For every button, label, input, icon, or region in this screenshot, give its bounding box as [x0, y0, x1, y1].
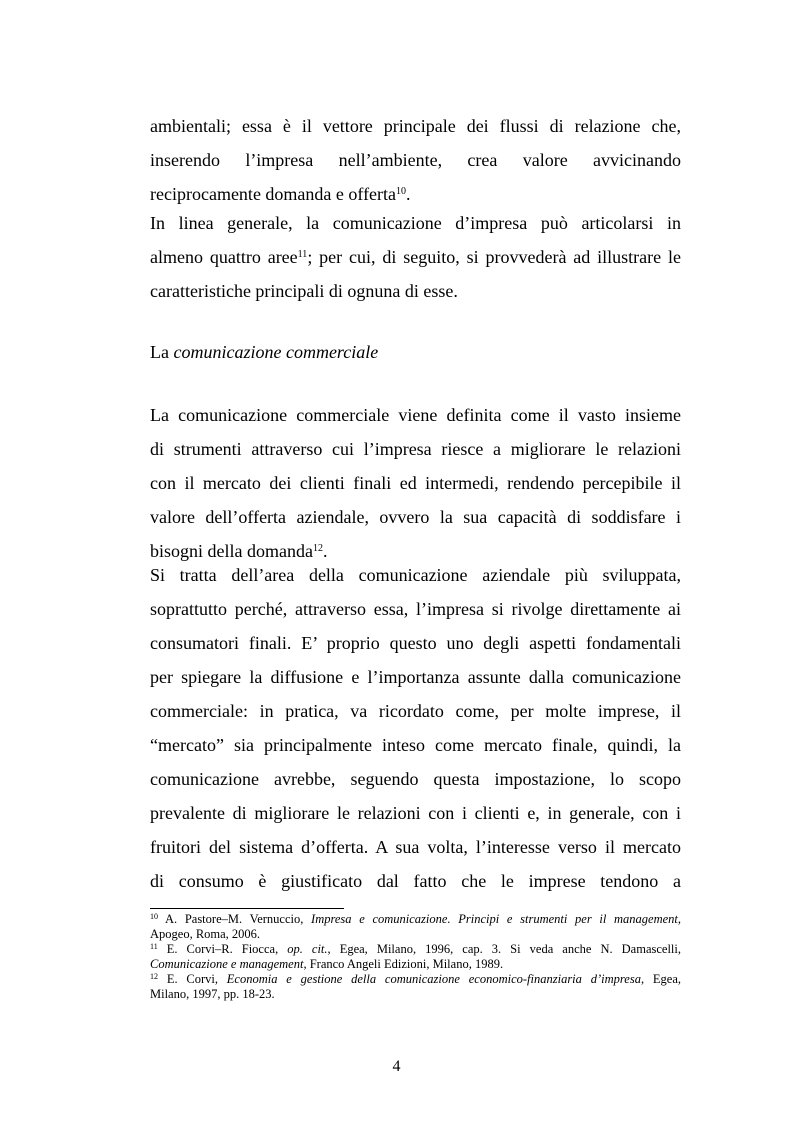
paragraph-2 [150, 206, 681, 308]
section-heading: La comunicazione commerciale [150, 342, 379, 362]
text-line: In linea generale, la comunicazione d’impresa può articolarsi in [150, 213, 681, 233]
footnotes [150, 912, 681, 1002]
footnote-10: $^{10}$ A. Pastore–M. Vernuccio, Impresa e comunicazione. Principi e strumenti per il management, [150, 912, 681, 926]
text-line: inserendo l’impresa nell’ambiente, crea valore avvicinando [150, 150, 681, 170]
footnote-separator [150, 908, 344, 909]
text-line: La comunicazione commerciale viene definita come il vasto insieme [150, 405, 681, 425]
footnote-12: $^{12}$ E. Corvi, Economia e gestione della comunicazione economico-finanziaria d’impresa, Egea, [150, 972, 681, 986]
paragraph-3 [150, 398, 681, 568]
footnote-11: $^{11}$ E. Corvi–R. Fiocca, op. cit., Egea, Milano, 1996, cap. 3. Si veda anche N. Damascelli, [150, 942, 682, 956]
text-line: di consumo è giustificato dal fatto che le imprese tendono a [150, 871, 681, 891]
text-line: consumatori finali. E’ proprio questo uno degli aspetti fondamentali [150, 633, 681, 653]
text-line: almeno quattro aree$^{11}$; per cui, di seguito, si provvederà ad illustrare le [150, 247, 681, 267]
text-line: comunicazione avrebbe, seguendo questa impostazione, lo scopo [150, 769, 681, 789]
text-line: bisogni della domanda$^{12}$. [150, 541, 328, 561]
text-line: Si tratta dell’area della comunicazione aziendale più sviluppata, [150, 565, 681, 585]
text-line: di strumenti attraverso cui l’impresa riesce a migliorare le relazioni [150, 439, 681, 459]
text-line: valore dell’offerta aziendale, ovvero la sua capacità di soddisfare i [150, 507, 681, 527]
text-line: “mercato” sia principalmente inteso come mercato finale, quindi, la [150, 735, 681, 755]
paragraph-1 [150, 109, 681, 211]
page-number: 4 [392, 1058, 401, 1075]
text-line: fruitori del sistema d’offerta. A sua volta, l’interesse verso il mercato [150, 837, 681, 857]
text-line: ambientali; essa è il vettore principale dei flussi di relazione che, [150, 116, 681, 136]
paragraph-4 [150, 558, 681, 898]
footnote-ref-10[interactable]: 10 [396, 186, 407, 197]
text-line: reciprocamente domanda e offerta$^{10}$. [150, 184, 411, 204]
footnote-11-cont: Comunicazione e management, Franco Angeli Edizioni, Milano, 1989. [150, 957, 504, 971]
text-line: caratteristiche principali di ognuna di esse. [150, 281, 458, 301]
footnote-10-cont: Apogeo, Roma, 2006. [150, 927, 261, 941]
text-line: per spiegare la diffusione e l’importanza assunte dalla comunicazione [150, 667, 681, 687]
text-line: con il mercato dei clienti finali ed intermedi, rendendo percepibile il [150, 473, 681, 493]
footnote-ref-11[interactable]: 11 [297, 249, 308, 260]
text-line: soprattutto perché, attraverso essa, l’impresa si rivolge direttamente ai [150, 599, 681, 619]
footnote-12-cont: Milano, 1997, pp. 18-23. [150, 987, 275, 1001]
text-line: prevalente di migliorare le relazioni con i clienti e, in generale, con i [150, 803, 681, 823]
text-line: commerciale: in pratica, va ricordato come, per molte imprese, il [150, 701, 681, 721]
footnote-ref-12[interactable]: 12 [312, 543, 323, 554]
